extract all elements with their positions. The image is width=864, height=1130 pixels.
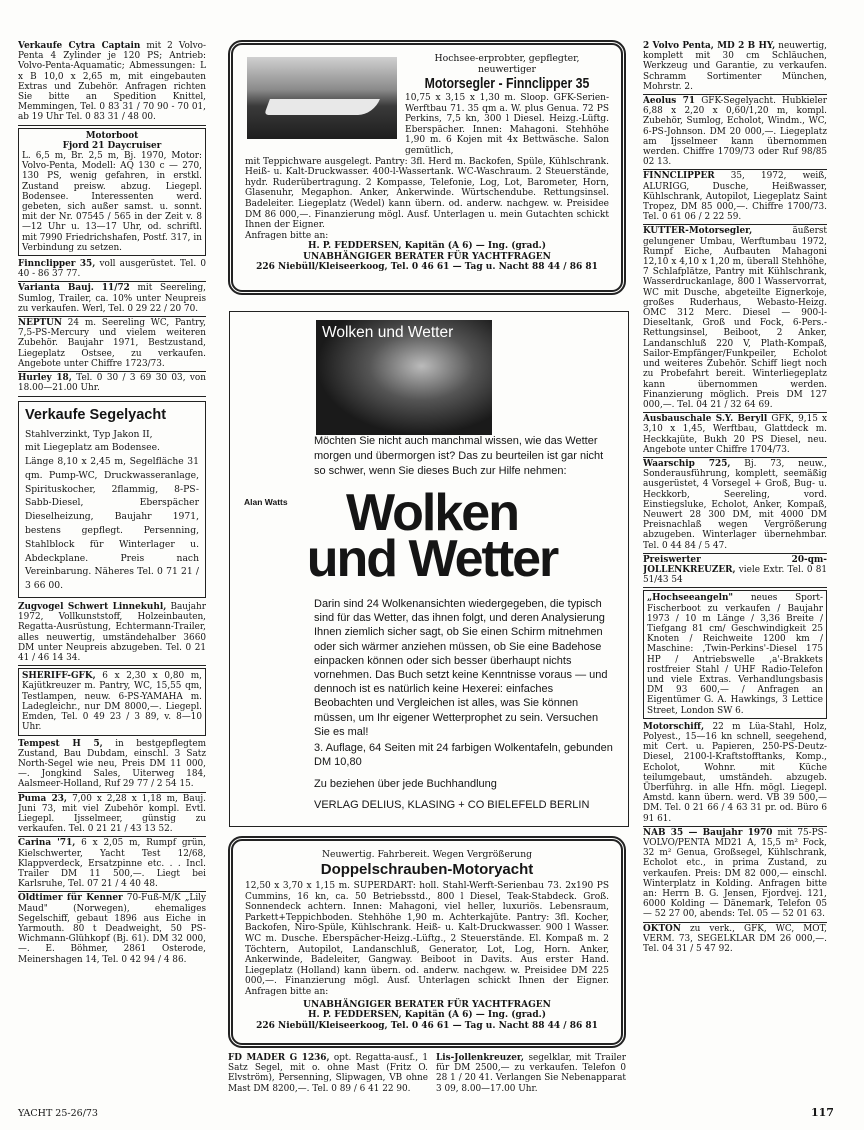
- ad-title: Puma 23,: [18, 793, 68, 804]
- ad-title: Zugvogel Schwert Linnekuhl,: [18, 602, 167, 613]
- classified-ad: [18, 837, 206, 892]
- ad-title: FD MADER G 1236,: [228, 1053, 330, 1063]
- ad-title: Oldtimer für Kenner: [18, 893, 123, 904]
- ad-title: SHERIFF-GFK,: [22, 671, 96, 682]
- classified-ad: [228, 1053, 428, 1094]
- classified-ad: [18, 282, 206, 317]
- ad-text: 24 m. Seereling WC, Pantry, 7,5-PS-Mercury und vielem weiteren Zubehör. Baujahr 1971, Bestzustand, Liegeplatz Ostsee, zu verkaufen. Angebote unter Chiffre 1723/73.: [18, 318, 206, 369]
- classified-ad: [643, 95, 827, 170]
- segelyacht-ad: [18, 401, 206, 599]
- ad-title: KUTTER-Motorsegler,: [643, 226, 753, 237]
- broker-tagline: UNABHÄNGIGER BERATER FÜR YACHTFRAGEN: [303, 999, 551, 1010]
- ad-title: Verkaufe Segelyacht: [25, 406, 167, 423]
- classified-ad: [643, 590, 827, 718]
- classified-ad: [643, 827, 827, 923]
- book-edition: 3. Auflage, 64 Seiten mit 24 farbigen Wolkentafeln, gebunden DM 10,80: [314, 742, 613, 768]
- ad-text: mit 75-PS-VOLVO/PENTA MD21 A, 15,5 m² Fock, 32 m² Genua, Großsegel, Kühlschrank, Echolot etc., in prima Zustand, zu verkaufen. Preis: DM 82 000,— einschl. Winterplatz in Kolding. Anfragen bitte an: Herrn B. G. Jensen, Fjordvej. 121, 6000 Kolding — Dänemark, Telefon 05 — 52 27 00, abends: Tel. 05 — 52 01 63.: [643, 827, 827, 920]
- ad-text-line: Stahlverzinkt, Typ Jakon II,: [25, 428, 153, 440]
- classified-ad: [643, 458, 827, 554]
- ad-text: Bj. 73, neuw., Sonderausführung, komplett, seemäßig ausgerüstet, 4 Vorsegel + Groß, Bug- u. Heckkorb, Seereling, vord. Einstiegsluke, Echolot, Anker, Kompaß, Neuwert 28 300 DM, mit 4000 DM Preisnachlaß wegen Vergrößerung abzugeben. Winterlager übernehmbar. Tel. 0 44 84 / 5 47.: [643, 458, 827, 551]
- ad-kicker: Neuwertig. Fahrbereit. Wegen Vergrößerung: [322, 849, 532, 860]
- classified-ad: [643, 554, 827, 589]
- buy-info: Zu beziehen über jede Buchhandlung: [314, 778, 497, 790]
- broker-name: H. P. FEDDERSEN, Kapitän (A 6) — Ing. (grad.): [307, 1010, 547, 1021]
- classified-ad: [643, 923, 827, 957]
- classified-ad: [18, 258, 206, 282]
- ad-title: 2 Volvo Penta, MD 2 B HY,: [643, 41, 776, 51]
- classified-ad: [18, 40, 206, 126]
- ad-subtitle: Fjord 21 Daycruiser: [62, 140, 162, 151]
- left-classifieds-column: [18, 40, 206, 1100]
- ad-text: in bestgepflegtem Zustand, Bau Dubdam, einschl. 3 Satz North-Segel wie neu, Preis DM 11 000,—. Jongkind Sales, Uiterweg 184, Aalsmeer-Holland, Ruf 29 77 / 2 54 15.: [18, 738, 206, 790]
- book-author: Alan Watts: [244, 497, 288, 507]
- classified-ad: [643, 413, 827, 458]
- classified-ad: [643, 170, 827, 225]
- ad-text: 70-Fuß-M/K „Lily Maud" (Norwegen), ehemaliges Segelschiff, gebaut 1896 aus Eiche in Yarmouth. 80 t Deadweight, 50 PS-Wichmann-Glühkopf (Bj. 61). DM 32 000,—. E. Böhmer, 2861 Osterode, Meinershagen 14, Tel. 0 42 94 / 4 86.: [18, 893, 206, 965]
- book-description: Darin sind 24 Wolkenansichten wiedergegeben, die typisch sind für das Wetter, das ihnen folgt, und deren Analysierung Ihnen ziemlich sicher sagt, ob Sie einen Schirm mitnehmen oder sich wärmer anziehen müssen, ob Sie eine Badehose einpacken können oder sich besser überhaupt nichts vornehmen. Das Buch setzt keine Kenntnisse voraus — und dennoch ist es natürlich keine Hexerei: einfaches Beobachten und Vergleichen ist alles, was Sie können müssen, um Ihr eigener Wetterprophet zu sein. Versuchen Sie es mal!: [314, 598, 608, 738]
- ad-title: Aeolus 71: [643, 96, 696, 107]
- ad-title: Motorboot: [85, 130, 139, 141]
- ad-text: Baujahr 1972, Vollkunststoff, Holzeinbauten, Regatta-Ausrüstung, Echtermann-Trailer, alles neuwertig, umständehalber 3660 DM unter Neupreis abzugeben. Tel. 0 21 41 / 46 14 34.: [18, 602, 206, 664]
- finnclipper-display-ad: [228, 40, 626, 295]
- ad-title: Verkaufe Cytra Captain: [18, 41, 141, 51]
- ad-text: äußerst gelungener Umbau, Werftumbau 1972, Rumpf Eiche, Aufbauten Mahagoni 12,10 x 4,10 x 1,20 m, überall Stehhöhe, 7 Schlafplätze, Pantry mit Kühlschrank, Wasserdruckanlage, 800 l Wasservorrat, WC mit Dusche, abgeteilte Eignerkoje, großes Ruderhaus, Webasto-Heizg. OMC 312 Merc. Diesel — 900-l-Dieseltank, Groß und Fock, 6-Pers.-Rettungsinsel, Beiboot, 2 Anker, Landanschluß 220 V, Plath-Kompaß, Sailor-Empfänger/Funkpeiler, Echolot und weiteres Zubehör. Schiff liegt noch zu Probefahrt bereit. Winterliegeplatz kann übernommen werden. Finanzierung möglich. Preis DM 127 000,—. Tel. 04 21 / 32 64 69.: [643, 226, 827, 410]
- classified-ad: [436, 1053, 626, 1094]
- ad-text: L. 6,5 m, Br. 2,5 m, Bj. 1970, Motor: Volvo-Penta, Modell: AQ 130 c — 270, 130 PS, wenig gefahren, in erstkl. Zustand preisw. abzug. Liegepl. Bodensee. Interessenten werd. gebeten, sich außer samst. u. sonnt. mit der Nr. 07545 / 565 in der Zeit v. 8—12 Uhr u. 13—17 Uhr, od. schriftl. mit 7990 Friedrichshafen, Postf. 317, in Verbindung zu setzen.: [22, 151, 202, 253]
- ad-title: Preiswerter 20-qm-JOLLENKREUZER,: [643, 554, 827, 575]
- ad-text: GFK, 9,15 x 3,10 x 1,45, Werftbau, Glattdeck m. Heckkajüte, Bukh 20 PS Diesel, neu. Angebote unter Chiffre 1704/73.: [643, 414, 827, 455]
- ad-title: Ausbauschale S.Y. Beryll: [643, 414, 768, 425]
- ad-title: Hurley 18,: [18, 373, 72, 384]
- right-classifieds-column: [643, 40, 827, 1102]
- ad-kicker: Hochsee-erprobter, gepflegter, neuwertiger: [434, 53, 580, 75]
- ad-text: voll ausgerüstet. Tel. 0 40 - 86 37 77.: [18, 259, 206, 280]
- classified-ad: [18, 372, 206, 396]
- ad-text: segelklar, mit Trailer für DM 2500,— zu verkaufen. Telefon 0 28 1 / 20 41. Verlangen Sie Nebenapparat 3 09, 8.00—17.00 Uhr.: [436, 1053, 626, 1094]
- ad-inquiry: Anfragen bitte an:: [245, 230, 329, 241]
- ad-body-top: 10,75 x 3,15 x 1,30 m. Sloop. GFK-Serien-Werftbau 71. 35 qm a. W. plus Genua. 72 PS Perkins, 7,5 kn, 300 l Diesel. Heizg.-Lüftg. Eberspächer. Innen: Mahagoni. Stehhöhe 1,90 m. 6 Kojen mit 4x Bettwäsche. Salon gemütlich,: [405, 93, 609, 156]
- ad-title: Finnclipper 35,: [18, 259, 96, 270]
- doppelschrauben-display-ad: [228, 836, 626, 1048]
- classified-ad: [18, 793, 206, 838]
- ad-text: mit Seereling, Sumlog, Trailer, ca. 10% unter Neupreis zu verkaufen. Werl, Tel. 0 29 22 / 20 70.: [18, 283, 206, 314]
- issue-label: YACHT 25-26/73: [18, 1108, 98, 1119]
- cloud-photo: [316, 320, 492, 435]
- broker-address: 226 Niebüll/Kleiseerkoog, Tel. 0 46 61 — Tag u. Nacht 88 44 / 86 81: [256, 262, 598, 273]
- classified-ad: [18, 601, 206, 666]
- ad-body: mit Teppichware ausgelegt. Pantry: 3fl. Herd m. Backofen, Spüle, Kühlschrank. Heiß- u. Kalt-Druckwasser. 400-l-Wassertank. WC-Waschraum. 2 Steuerstände, hydr. Ruderübertragung. 2 Kompasse, Telefonie, Log, Lot, Barometer, Horn, Glasenuhr, Megaphon. Anker, Ankerwinde. Würtschendube. Rettungsinsel. Badeleiter. Liegeplatz (Wedel) kann übern. od. anderw. nachgew. w. Preisidee DM 86 000,—. Finanzierung mögl. Ausf. Unterlagen u. mein Gutachten schickt Ihnen der Eigner.: [245, 156, 609, 231]
- classified-ad: [643, 225, 827, 413]
- broker-address: 226 Niebüll/Kleiseerkoog, Tel. 0 46 61 — Tag u. Nacht 88 44 / 86 81: [256, 1020, 598, 1031]
- ad-text: 6 x 2,05 m, Rumpf grün, Kielschwerter, Yacht Test 12/68, Klappverdeck, Ersatzpinne etc. . . Incl. Trailer DM 11 500,—. Liegt bei Karlsruhe, Tel. 07 21 / 4 40 48.: [18, 838, 206, 890]
- classified-ad: [18, 892, 206, 966]
- classified-ad: [18, 317, 206, 372]
- book-title: [242, 484, 622, 588]
- ad-text: neues Sport-Fischerboot zu verkaufen / Baujahr 1973 / 10 m Länge / 3,36 Breite / Tiefgang 81 cm/ Geschwindigkeit 25 Knoten / Reichweite 1200 km / Maschine: ‚Twin-Perkins'-Diesel 175 HP / Antriebswelle ‚a'-Brakkets rostfreier Stahl / UHF Radio-Telefon und viele Extras. Verhandlungsbasis DM 93 600,— / Anfragen an Eigentümer G. A. Hawkings, 3 Lettice Street, London SW 6.: [647, 593, 823, 716]
- ad-intro: Möchten Sie nicht auch manchmal wissen, wie das Wetter morgen und übermorgen ist? Das zu beurteilen ist gar nicht so schwer, wenn Sie dieses Buch zur Hilfe nehmen:: [314, 435, 604, 477]
- book-ad-wolken-und-wetter: [229, 311, 629, 827]
- book-title-line: Wolken: [346, 484, 518, 542]
- ad-title: OKTON: [643, 923, 681, 934]
- ad-title: Varianta Bauj. 11/72: [18, 283, 130, 294]
- broker-name: H. P. FEDDERSEN, Kapitän (A 6) — Ing. (grad.): [307, 241, 547, 252]
- boat-photo: [247, 57, 397, 139]
- ad-text: GFK-Segelyacht. Hubkieler 6,88 x 2,20 x 0,60/1,20 m, kompl. Zubehör, Sumlog, Echolot, Windm., WC, 6-PS-Johnson. DM 20 000,—. Liegeplatz am Ijsselmeer kann übernommen werden. Chiffre 1709/73 oder Ruf 98/85 02 13.: [643, 96, 827, 168]
- classified-ad: [18, 668, 206, 735]
- ad-text: viele Extr. Tel. 0 81 51/43 54: [643, 564, 827, 586]
- ad-text: 22 m Lüa-Stahl, Holz, Polyest., 15—16 kn schnell, seegehend, mit Cert. u. Papieren, 250-PS-Deutz-Diesel, 2100-l-Kraftstofftanks, Komp., Echolot, Wohnr. mit Küche teilumgebaut, umständeh. abzugeb. Überführg. in alle Hfn. mögl. Liegepl. Amstd. kann übern. werd. VB 39 500,— DM. Tel. 0 21 66 / 4 63 31 pr. od. Büro 6 91 61.: [643, 721, 827, 824]
- ad-title: NAB 35 — Baujahr 1970: [643, 827, 773, 838]
- book-title-line: und Wetter: [306, 530, 558, 588]
- classified-ad: [18, 128, 206, 256]
- ad-headline: Motorsegler - Finnclipper 35: [424, 75, 590, 92]
- ad-text: opt. Regatta-ausf., 1 Satz Segel, mit o. ohne Mast (Fritz O. Elvström), Persenning, Slipwagen, VB ohne Mast DM 8200,—. Tel. 0 89 / 6 41 22 90.: [228, 1053, 428, 1094]
- ad-title: „Hochseeangeln": [647, 593, 734, 604]
- page-number: 117: [811, 1106, 834, 1119]
- ad-title: Tempest H 5,: [18, 738, 103, 749]
- ad-text: neuwertig, komplett mit 30 cm Schläuchen, Werkzeug und Garantie, zu verkaufen. Schramm Sortimenter München, Mohrstr. 2.: [643, 41, 827, 92]
- ad-text: mit 2 Volvo-Penta 4 Zylinder je 120 PS; Antrieb: Volvo-Penta-Aquamatic; Abmessungen: L x B 10,0 x 2,65 m, mit eingebauten Extras und Zubehör. Anfragen richten Sie bitte an Spedition Knittel, Memmingen, Tel. 0 83 31 / 70 90 - 70 01, ab 19 Uhr Tel. 0 83 31 / 48 00.: [18, 41, 206, 123]
- publisher: VERLAG DELIUS, KLASING + CO BIELEFELD BERLIN: [314, 799, 590, 811]
- ad-title: Lis-Jollenkreuzer,: [436, 1053, 524, 1063]
- classified-ad: [643, 721, 827, 827]
- ad-text: Tel. 0 30 / 3 69 30 03, von 18.00—21.00 Uhr.: [18, 373, 206, 394]
- ad-text: zu verk., GFK, WC, MOT, VERM. 73, SEGELKLAR DM 26 000,—. Tel. 04 31 / 5 47 92.: [643, 923, 827, 955]
- broker-tagline: UNABHÄNGIGER BERATER FÜR YACHTFRAGEN: [303, 251, 551, 262]
- photo-title: Wolken und Wetter: [322, 324, 454, 341]
- ad-title: Waarschip 725,: [643, 458, 731, 469]
- ad-body: 12,50 x 3,70 x 1,15 m. SUPERDART: holl. Stahl-Werft-Serienbau 73. 2x190 PS Cummins, 16 kn, ca. 50 Betriebsstd., 800 l Diesel, Teak-Stabdeck. Groß. Sonnendeck achtern. Innen: Mahagoni, viel heller, luxuriös. Lebensraum, Parkett+Teppichboden. Stehhöhe 1,90 m. Achterkajüte. Pantry: 3fl. Kocher, Backofen, Niro-Spüle, Kühlschrank. Heiß- u. Kalt-Druckwasser. 900 l Wasser. WC m. Dusche. Eberspächer-Heizg.-Lüftg., 2 Steuerstände. El. Kompaß m. 2 Töchtern, Autopilot, Landanschluß, Generator, Lot, Log, Horn. Anker, Ankerwinde, Badeleiter, Gangway. Beiboot in Davits. Aus erster Hand. Liegeplatz (Holland) kann übern. od. anderw. nachgew. w. Preisidee DM 225 000,—. Finanzierung mögl. Ausf. Unterlagen schickt Ihnen der Eigner. Anfragen bitte an:: [245, 881, 609, 997]
- ad-headline: Doppelschrauben-Motoryacht: [320, 861, 534, 878]
- ad-title: Motorschiff,: [643, 721, 705, 732]
- ad-text: 7,00 x 2,28 x 1,18 m, Bauj. Juni 73, mit viel Zubehör kompl. Evtl. Liegepl. Ijsselmeer, günstig zu verkaufen. Tel. 0 21 21 / 43 13 52.: [18, 793, 206, 835]
- ad-text: 35, 1972, weiß, ALURIGG, Dusche, Heißwasser, Kühlschrank, Autopilot, Liegeplatz Saint Tropez, DM 85 000,—. Chiffre 1700/73. Tel. 0 61 06 / 2 22 59.: [643, 171, 827, 223]
- ad-text: 6 x 2,30 x 0,80 m, Kajütkreuzer m. Pantry, WC, 15,55 qm, Testlampen, neuw. 6-PS-YAMAHA m. Ladegleichr., nur DM 8000,—. Liegepl. Emden, Tel. 0 49 23 / 3 89, v. 8—10 Uhr.: [22, 671, 202, 733]
- ad-text: Länge 8,10 x 2,45 m, Segelfläche 31 qm. Pump-WC, Druckwasseranlage, Spirituskocher, 2flammig, 8-PS-Sabb-Diesel, Eberspächer Dieselheizung, Baujahr 1971, bestens gepflegt. Persenning, Stahlblock für Winterlager u. Abdeckplane. Preis nach Vereinbarung. Näheres Tel. 0 71 21 / 3 66 00.: [25, 456, 199, 592]
- classified-ad: [18, 738, 206, 793]
- ad-title: FINNCLIPPER: [643, 171, 715, 182]
- ad-title: Carina '71,: [18, 838, 76, 849]
- ad-title: NEPTUN: [18, 318, 63, 329]
- ad-text-line: mit Liegeplatz am Bodensee.: [25, 442, 160, 454]
- classified-ad: [643, 40, 827, 95]
